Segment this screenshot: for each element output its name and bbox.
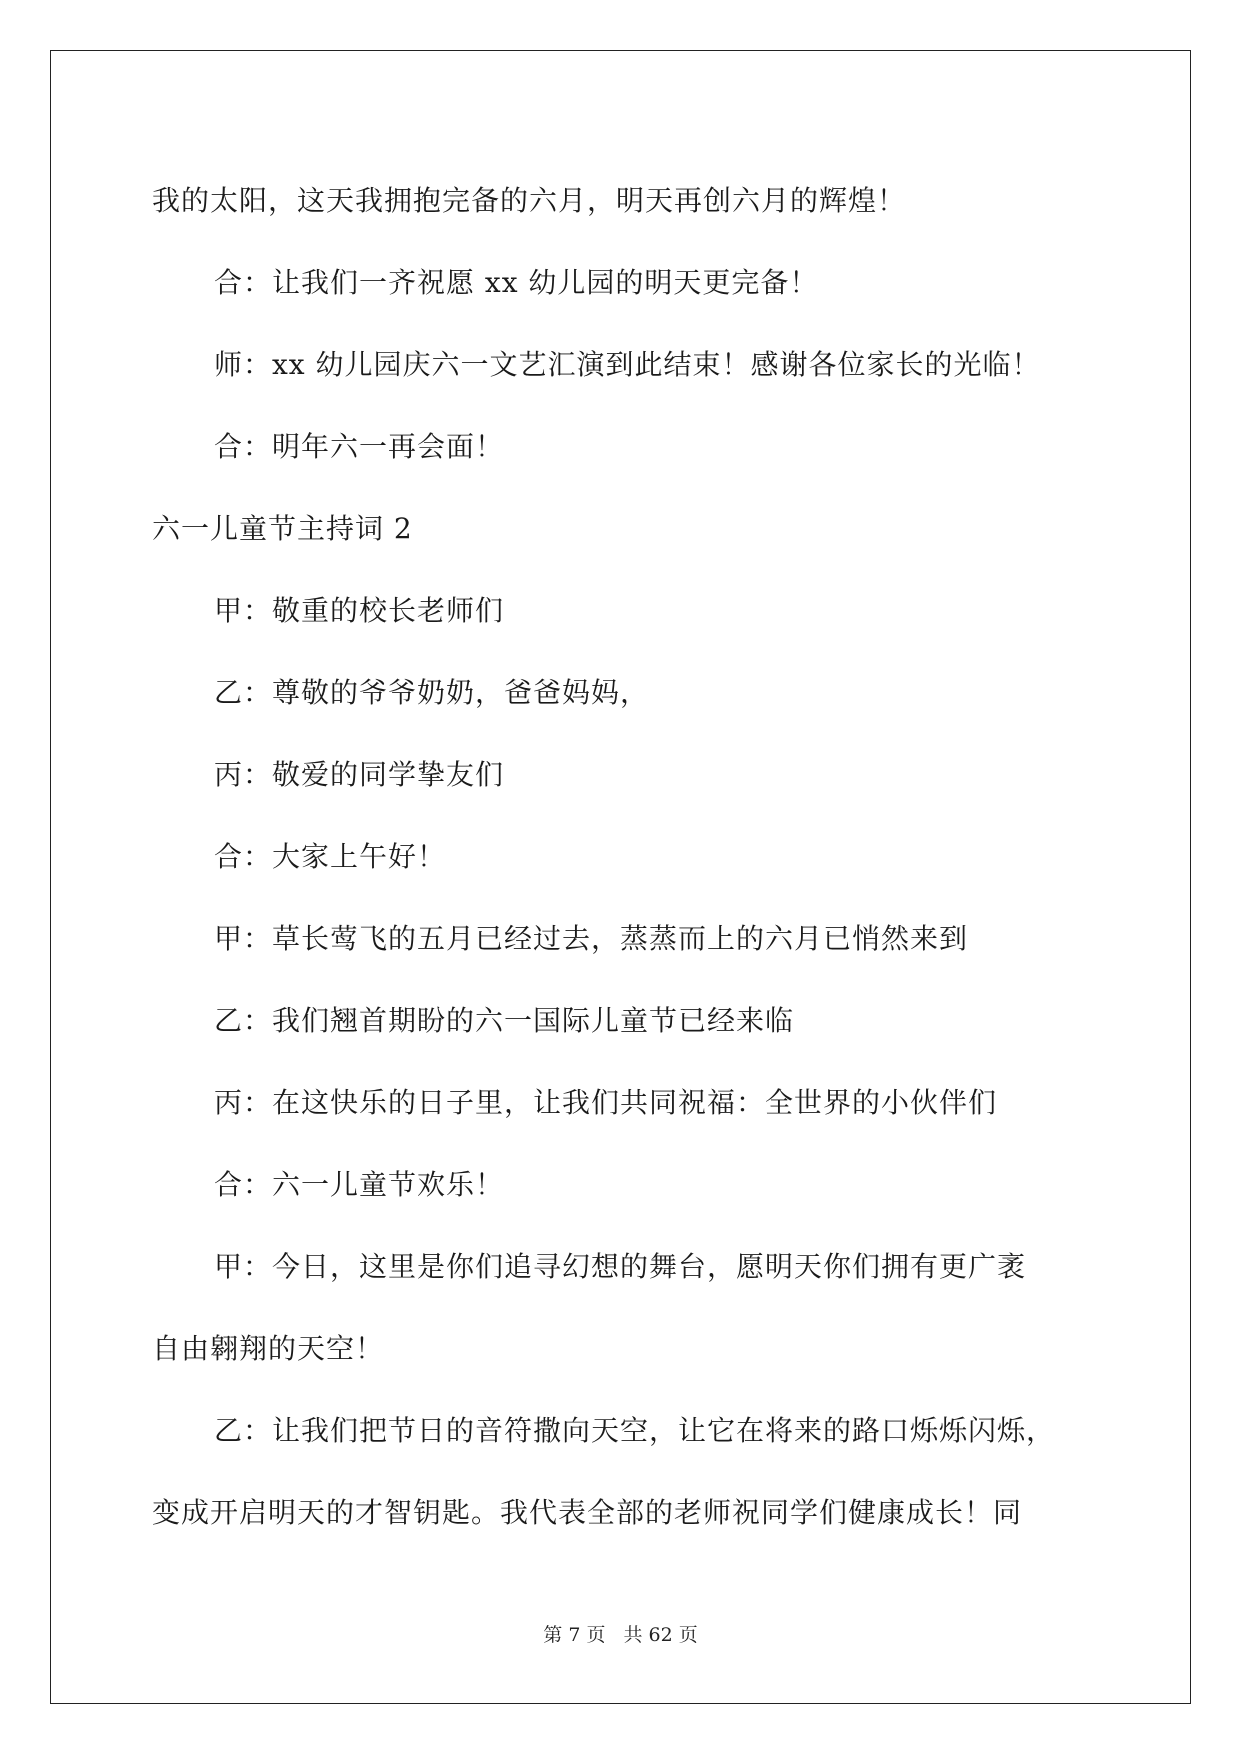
section-heading: 六一儿童节主持词 2	[152, 512, 413, 545]
paragraph-line: 自由翱翔的天空！	[152, 1332, 385, 1365]
paragraph-line: 甲：今日，这里是你们追寻幻想的舞台，愿明天你们拥有更广袤	[214, 1250, 1027, 1283]
document-body	[152, 160, 1112, 1554]
paragraph-line: 合：大家上午好！	[214, 840, 447, 873]
paragraph-line: 甲：敬重的校长老师们	[214, 594, 505, 627]
paragraph-line: 合：六一儿童节欢乐！	[214, 1168, 505, 1201]
paragraph-line: 变成开启明天的才智钥匙。我代表全部的老师祝同学们健康成长！同	[152, 1496, 1023, 1529]
paragraph-line: 乙：我们翘首期盼的六一国际儿童节已经来临	[214, 1004, 795, 1037]
page-number: 第 7 页	[543, 1624, 606, 1646]
paragraph-line: 合：让我们一齐祝愿 xx 幼儿园的明天更完备！	[214, 266, 819, 299]
paragraph-line: 甲：草长莺飞的五月已经过去，蒸蒸而上的六月已悄然来到	[214, 922, 969, 955]
paragraph-line: 丙：在这快乐的日子里，让我们共同祝福：全世界的小伙伴们	[214, 1086, 998, 1119]
paragraph-line: 乙：让我们把节日的音符撒向天空，让它在将来的路口烁烁闪烁，	[214, 1414, 1056, 1447]
page-total: 共 62 页	[623, 1624, 698, 1646]
page-footer	[0, 1620, 1241, 1647]
paragraph-line: 师：xx 幼儿园庆六一文艺汇演到此结束！感谢各位家长的光临！	[214, 348, 1041, 381]
paragraph-line: 丙：敬爱的同学挚友们	[214, 758, 505, 791]
paragraph-line: 我的太阳，这天我拥抱完备的六月，明天再创六月的辉煌！	[152, 184, 907, 217]
paragraph-line: 乙：尊敬的爷爷奶奶，爸爸妈妈，	[214, 676, 650, 709]
paragraph-line: 合：明年六一再会面！	[214, 430, 505, 463]
